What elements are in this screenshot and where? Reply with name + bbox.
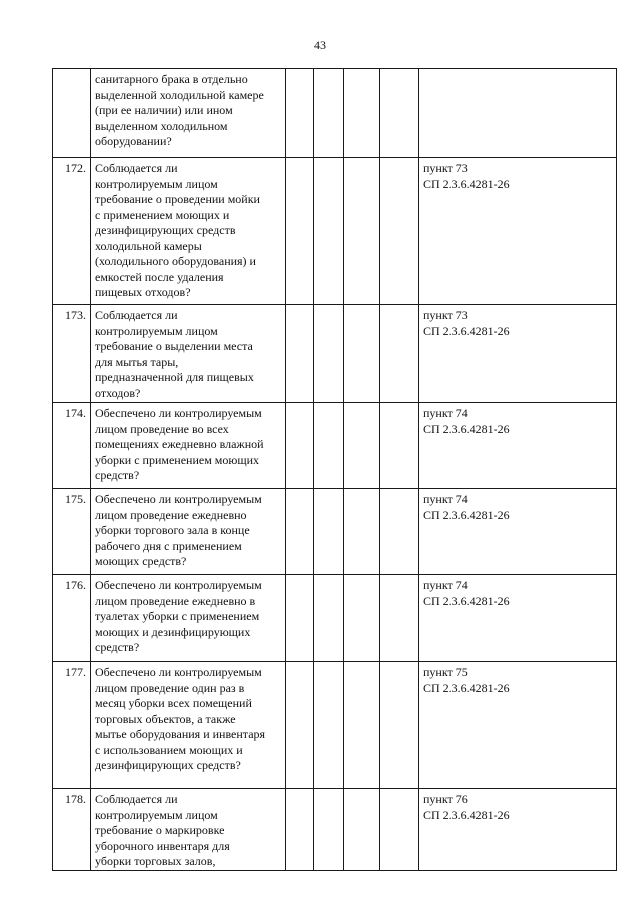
row-number: 174. — [53, 403, 91, 489]
question-text-line: уборки торговых залов, — [95, 854, 216, 868]
question-text-line: емкостей после удаления — [95, 269, 224, 284]
reference-text-line: СП 2.3.6.4281-26 — [423, 680, 510, 695]
question-text-line: Обеспечено ли контролируемым — [95, 665, 262, 679]
notes-cell — [380, 69, 419, 158]
reference-cell — [419, 403, 617, 489]
row-number: 173. — [53, 305, 91, 403]
notes-cell — [380, 158, 419, 305]
notes-cell — [380, 489, 419, 575]
question-text-line: контролируемым лицом — [95, 323, 218, 338]
question-text-line: Обеспечено ли контролируемым — [95, 492, 262, 506]
row-number: 175. — [53, 489, 91, 575]
reference-cell — [419, 789, 617, 871]
question-text-line: лицом проведение ежедневно в — [95, 593, 256, 608]
question-text-line: месяц уборки всех помещений — [95, 696, 252, 710]
question-text-line: уборки с применением моющих — [95, 452, 260, 467]
reference-text-line: СП 2.3.6.4281-26 — [423, 176, 510, 191]
notes-cell — [380, 305, 419, 403]
notes-cell — [380, 789, 419, 871]
question-text-line: мытье оборудования и инвентаря — [95, 727, 266, 741]
reference-text-line: СП 2.3.6.4281-26 — [423, 593, 510, 608]
answer-na-cell — [344, 575, 380, 662]
reference-text-line: пункт 74 — [423, 492, 468, 506]
reference-text-line: СП 2.3.6.4281-26 — [423, 323, 510, 338]
row-number: 177. — [53, 662, 91, 789]
question-text-line: контролируемым лицом — [95, 176, 218, 191]
question-cell — [91, 69, 286, 158]
reference-text-line: пункт 74 — [423, 406, 468, 420]
question-text-line: Соблюдается ли — [95, 161, 178, 175]
question-text-line: уборочного инвентаря для — [95, 838, 230, 853]
answer-no-cell — [314, 662, 344, 789]
answer-na-cell — [344, 662, 380, 789]
question-text-line: рабочего дня с применением — [95, 538, 242, 553]
question-text-line: туалетах уборки с применением — [95, 609, 260, 623]
question-text-line: холодильной камеры — [95, 238, 202, 253]
notes-cell — [380, 403, 419, 489]
question-text-line: (холодильного оборудования) и — [95, 254, 256, 268]
question-text-line: требование о проведении мойки — [95, 192, 260, 206]
answer-no-cell — [314, 789, 344, 871]
reference-text-line: пункт 76 — [423, 792, 468, 806]
question-text-line: пищевых отходов? — [95, 285, 191, 299]
table-row — [53, 69, 617, 158]
answer-no-cell — [314, 305, 344, 403]
reference-text-line: пункт 73 — [423, 308, 468, 322]
question-text-line: моющих и дезинфицирующих — [95, 624, 251, 639]
question-cell — [91, 662, 286, 789]
table-row — [53, 403, 617, 489]
answer-na-cell — [344, 789, 380, 871]
checklist-body — [53, 69, 617, 871]
question-text-line: Обеспечено ли контролируемым — [95, 406, 262, 420]
reference-text-line: СП 2.3.6.4281-26 — [423, 421, 510, 436]
answer-yes-cell — [286, 403, 314, 489]
reference-text-line: пункт 73 — [423, 161, 468, 175]
question-text-line: для мытья тары, — [95, 354, 179, 369]
question-text-line: дезинфицирующих средств — [95, 223, 236, 237]
question-text-line: торговых объектов, а также — [95, 711, 236, 726]
question-text-line: требование о выделении места — [95, 339, 253, 353]
answer-yes-cell — [286, 69, 314, 158]
question-text-line: с использованием моющих и — [95, 742, 243, 757]
question-text-line: оборудовании? — [95, 134, 172, 148]
answer-yes-cell — [286, 489, 314, 575]
reference-cell — [419, 489, 617, 575]
question-cell — [91, 305, 286, 403]
table-row — [53, 789, 617, 871]
answer-yes-cell — [286, 662, 314, 789]
row-number — [53, 69, 91, 158]
reference-text-line: пункт 75 — [423, 665, 468, 679]
question-text-line: Соблюдается ли — [95, 792, 178, 806]
question-text-line: требование о маркировке — [95, 823, 225, 837]
answer-no-cell — [314, 69, 344, 158]
question-text-line: Соблюдается ли — [95, 308, 178, 322]
answer-na-cell — [344, 403, 380, 489]
table-row — [53, 575, 617, 662]
answer-na-cell — [344, 158, 380, 305]
question-cell — [91, 789, 286, 871]
question-text-line: с применением моющих и — [95, 207, 230, 222]
answer-yes-cell — [286, 158, 314, 305]
question-text-line: предназначенной для пищевых — [95, 370, 254, 384]
question-text-line: средств? — [95, 468, 140, 482]
answer-yes-cell — [286, 789, 314, 871]
question-text-line: санитарного брака в отдельно — [95, 72, 248, 86]
question-text-line: лицом проведение ежедневно — [95, 507, 247, 522]
answer-yes-cell — [286, 575, 314, 662]
question-text-line: средств? — [95, 640, 140, 654]
checklist-table — [52, 68, 617, 871]
question-text-line: дезинфицирующих средств? — [95, 758, 241, 772]
answer-no-cell — [314, 403, 344, 489]
row-number: 172. — [53, 158, 91, 305]
question-cell — [91, 575, 286, 662]
question-cell — [91, 403, 286, 489]
reference-cell — [419, 158, 617, 305]
question-text-line: моющих средств? — [95, 554, 187, 568]
question-text-line: уборки торгового зала в конце — [95, 523, 250, 537]
row-number: 176. — [53, 575, 91, 662]
table-row — [53, 305, 617, 403]
question-text-line: отходов? — [95, 385, 141, 400]
table-row — [53, 662, 617, 789]
notes-cell — [380, 662, 419, 789]
question-cell — [91, 489, 286, 575]
answer-yes-cell — [286, 305, 314, 403]
page-number: 43 — [314, 38, 326, 52]
notes-cell — [380, 575, 419, 662]
reference-cell — [419, 69, 617, 158]
question-text-line: лицом проведение во всех — [95, 421, 229, 436]
question-text-line: Обеспечено ли контролируемым — [95, 578, 262, 592]
answer-na-cell — [344, 489, 380, 575]
reference-text-line: СП 2.3.6.4281-26 — [423, 507, 510, 522]
answer-no-cell — [314, 158, 344, 305]
reference-cell — [419, 575, 617, 662]
answer-no-cell — [314, 575, 344, 662]
reference-text-line: пункт 74 — [423, 578, 468, 592]
question-text-line: выделенном холодильном — [95, 118, 228, 133]
row-number: 178. — [53, 789, 91, 871]
question-text-line: контролируемым лицом — [95, 807, 218, 822]
reference-cell — [419, 305, 617, 403]
question-text-line: (при ее наличии) или ином — [95, 103, 233, 117]
answer-na-cell — [344, 305, 380, 403]
question-text-line: выделенной холодильной камере — [95, 87, 264, 102]
question-text-line: помещениях ежедневно влажной — [95, 437, 264, 451]
question-cell — [91, 158, 286, 305]
answer-no-cell — [314, 489, 344, 575]
reference-cell — [419, 662, 617, 789]
reference-text-line: СП 2.3.6.4281-26 — [423, 807, 510, 822]
answer-na-cell — [344, 69, 380, 158]
table-row — [53, 158, 617, 305]
question-text-line: лицом проведение один раз в — [95, 680, 245, 695]
table-row — [53, 489, 617, 575]
